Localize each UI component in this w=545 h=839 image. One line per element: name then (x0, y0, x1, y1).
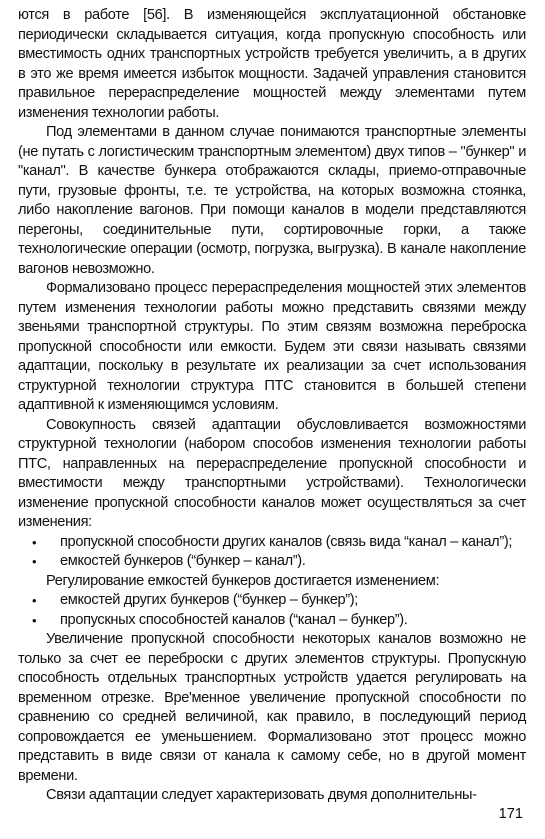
paragraph-2: Под элементами в данном случае понимаются транспортные элементы (не путать с логистическим транспортным элементом) двух типов – "бункер" и "канал". В качестве бункера отображаются склады, приемо-отправочные пути, грузовые фронты, т.е. те устройства, на которых возможна стоянка, либо накопление вагонов. При помощи каналов в модели представляются перегоны, соединительные пути, сортировочные горки, а также технологические операции (осмотр, погрузка, выгрузка). В канале накопление вагонов невозможно. (18, 124, 526, 277)
list-item (18, 552, 526, 572)
list-item-text: емкостей бункеров (“бункер – канал”). (60, 553, 306, 569)
bullet-icon: • (32, 534, 37, 550)
channel-capacity-list (18, 533, 526, 572)
list-item-text: пропускных способностей каналов (“канал – бункер”). (60, 611, 408, 628)
paragraph-7: Связи адаптации следует характеризовать двумя дополнительны- (46, 787, 477, 803)
paragraph-1: ются в работе [56]. В изменяющейся эксплуатационной обстановке периодически складывается ситуация, когда пропускную способность или вместимость одних транспортных устройств требуется увеличить, а в других в это же время имеется избыток мощности. Задачей управления становится правильное перераспределение мощностей между элементами путем изменения технологии работы. (18, 7, 526, 121)
list-item (18, 533, 526, 553)
list-item-text: пропускной способности других каналов (связь вида “канал – канал”); (60, 533, 513, 550)
list-item-text: емкостей других бункеров (“бункер – бункер”); (60, 592, 358, 608)
list-item (18, 611, 526, 631)
bullet-icon: • (32, 554, 37, 569)
page-body (18, 6, 526, 806)
bullet-icon: • (32, 593, 37, 608)
paragraph-6: Увеличение пропускной способности некоторых каналов возможно не только за счет ее переброски с других элементов структуры. Пропускную способность отдельных транспортных устройств удается регулировать на временном отрезке. Вре'менное увеличение пропускной способности по сравнению со средней величиной, как правило, в последующий период сопровождается ее уменьшением. Формализовано этот процесс можно представить в виде связи от канала к самому себе, но в другой момент времени. (18, 631, 526, 784)
bunker-capacity-list (18, 591, 526, 630)
list-item (18, 591, 526, 611)
paragraph-3: Формализовано процесс перераспределения мощностей этих элементов путем изменения технологии работы можно представить связями между звеньями транспортной структуры. По этим связям возможна переброска пропускной способности или емкости. Будем эти связи называть связями адаптации, поскольку в результате их реализации за счет использования структурной технологии структура ПТС становится в большей степени адаптивной к изменяющимся условиям. (18, 280, 526, 413)
paragraph-4: Совокупность связей адаптации обусловливается возможностями структурной технологии (набором способов изменения технологии работы ПТС, направленных на перераспределение пропускной способности и вместимости между транспортными устройствами). Технологически изменение пропускной способности каналов может осуществляться за счет изменения: (18, 416, 526, 530)
bullet-icon: • (32, 612, 37, 628)
paragraph-5: Регулирование емкостей бункеров достигается изменением: (46, 572, 440, 589)
page-number: 171 (498, 806, 523, 822)
